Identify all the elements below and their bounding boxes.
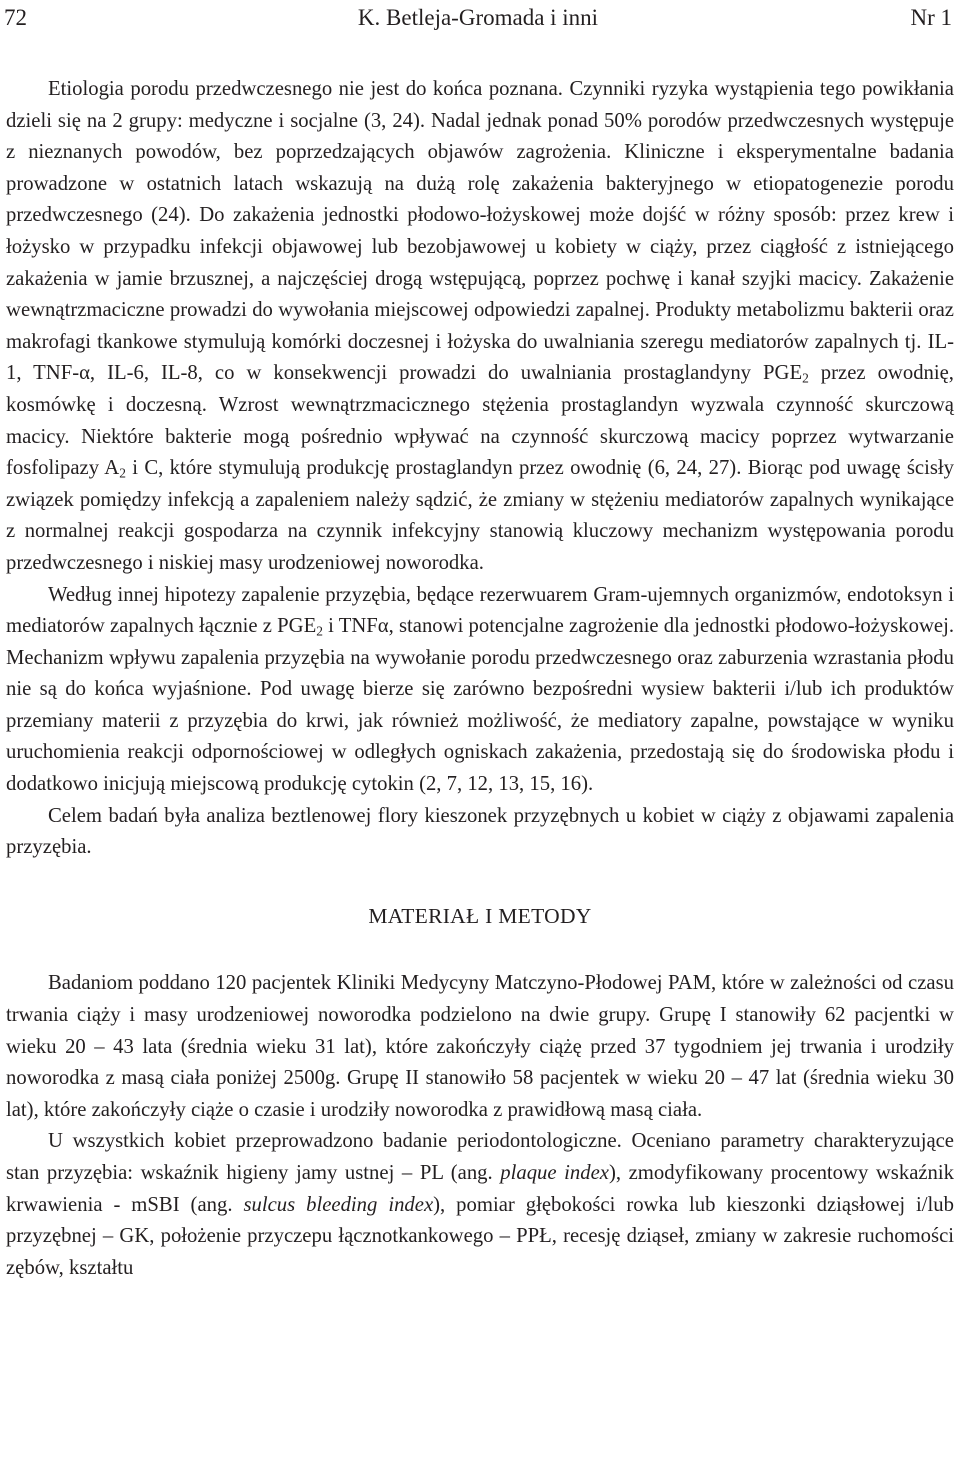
subscript: 2 <box>119 465 126 481</box>
paragraph-aim: Celem badań była analiza beztlenowej flory kieszonek przyzębnych u kobiet w ciąży z objawami zapalenia przyzębia. <box>6 804 954 859</box>
paragraph-etiology <box>6 74 954 580</box>
text-segment: ), zmodyfikowany procentowy wskaźnik krwawienia - mSBI (ang. <box>6 1162 954 1216</box>
text-segment: ), pomiar głębokości rowka lub kieszonki dziąsłowej i/lub przyzębnej – GK, położenie przyczepu łącznotkankowego – PPŁ, recesję dziąseł, zmiany w zakresie ruchomości zębów, kształtu <box>6 1193 954 1279</box>
text-segment: Według innej hipotezy zapalenie przyzębia, będące rezerwuarem Gram-ujemnych organizmów, endotoksyn i mediatorów zapalnych łącznie z PGE <box>6 583 954 638</box>
paragraph-periodontal <box>6 1126 954 1284</box>
running-header-authors: K. Betleja-Gromada i inni <box>357 5 599 30</box>
italic-term: plaque index <box>500 1162 609 1184</box>
text-segment: przez owodnię, kosmówkę i doczesną. Wzrost wewnątrzmacicznego stężenia prostaglandyn wyzwala czynność skurczową macicy. Niektóre bakterie mogą pośrednio wpływać na czynność skurczową macicy poprzez wytwarzanie fosfolipazy A <box>6 362 954 480</box>
subscript: 2 <box>316 623 323 639</box>
text-segment: i C, które stymulują produkcję prostaglandyn przez owodnię (6, 24, 27). Biorąc pod uwagę ścisły związek pomiędzy infekcją a zapaleniem należy sądzić, że zmiany w stężeniu mediatorów zapalnych wynikające z normalnej reakcji gospodarza na czynnik infekcyjny stanowią kluczowy mechanizm występowania porodu przedwczesnego i niskiej masy urodzeniowej noworodka. <box>6 457 954 574</box>
page-number: 72 <box>4 5 27 30</box>
running-header <box>4 0 952 40</box>
italic-term: sulcus bleeding index <box>243 1193 434 1216</box>
section-heading: MATERIAŁ I METODY <box>368 903 592 928</box>
paragraph-hypothesis <box>6 580 954 801</box>
text-segment: Etiologia porodu przedwczesnego nie jest do końca poznana. Czynniki ryzyka wystąpienia tego powikłania dzieli się na 2 grupy: medyczne i socjalne (3, 24). Nadal jednak ponad 50% porodów przedwczesnych występuje z nieznanych powodów, bez poprzedzających objawów zagrożenia. Kliniczne i eksperymentalne badania prowadzone w ostatnich latach wskazują na dużą rolę zakażenia bakteryjnego w etiopatogenezie porodu przedwczesnego (24). Do zakażenia jednostki płodowo-łożyskowej może dojść w różny sposób: przez krew i łożysko w przypadku infekcji objawowej lub bezobjawowej u kobiety w ciąży, przez ciągłość z istniejącego zakażenia w jamie brzusznej, a najczęściej drogą wstępującą, poprzez pochwę i kanał szyjki macicy. Zakażenie wewnątrzmaciczne prowadzi do wywołania miejscowej odpowiedzi zapalnej. Produkty metabolizmu bakterii oraz makrofagi tkankowe stymulują komórki doczesnej i łożyska do uwalniania szeregu mediatorów zapalnych tj. IL-1, TNF-α, IL-6, IL-8, co w konsekwencji prowadzi do uwalniania prostaglandyny PGE <box>6 78 954 385</box>
text-segment: i TNFα, stanowi potencjalne zagrożenie dla jednostki płodowo-łożyskowej. Mechanizm wpływu zapalenia przyzębia na wywołanie porodu przedwczesnego oraz zaburzenia wzrastania płodu nie są do końca wyjaśnione. Pod uwagę bierze się zarówno bezpośredni wysiew bakterii i/lub ich produktów przemiany materii z przyzębia do krwi, jak również możliwość, że mediatory zapalne, powstające w wyniku uruchomienia reakcji odpornościowej w odległych ogniskach zakażenia, przedostają się do środowiska płodu i dodatkowo inicjują miejscową produkcję cytokin (2, 7, 12, 13, 15, 16). <box>6 615 954 796</box>
subscript: 2 <box>802 370 809 386</box>
issue-number: Nr 1 <box>910 5 952 30</box>
article-body <box>6 74 954 1284</box>
paragraph-methods: Badaniom poddano 120 pacjentek Kliniki Medycyny Matczyno-Płodowej PAM, które w zależności od czasu trwania ciąży i masy urodzeniowej noworodka podzielono na dwie grupy. Grupę I stanowiły 62 pacjentki w wieku 20 – 43 lata (średnia wieku 31 lat), które zakończyły ciążę przed 37 tygodniem jej trwania i urodziły noworodka z masą ciała poniżej 2500g. Grupę II stanowiło 58 pacjentek w wieku 20 – 47 lat (średnia wieku 30 lat), które zakończyły ciąże o czasie i urodziły noworodka z prawidłową masą ciała. <box>6 972 954 1121</box>
text-segment: U wszystkich kobiet przeprowadzono badanie periodontologiczne. Oceniano parametry charakteryzujące stan przyzębia: wskaźnik higieny jamy ustnej – PL (ang. <box>6 1130 954 1184</box>
